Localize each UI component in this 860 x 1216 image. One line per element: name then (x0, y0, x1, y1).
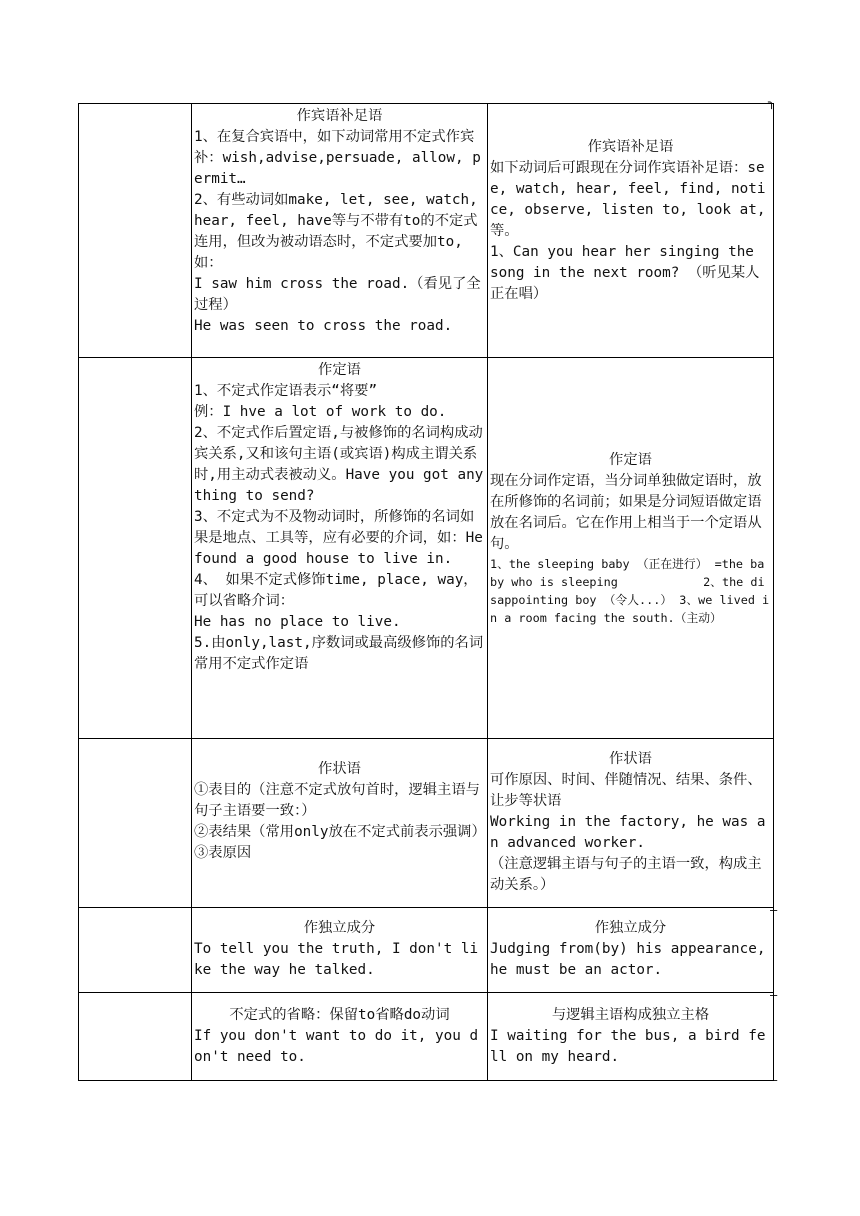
cell-text: 例：I hve a lot of work to do. (194, 404, 447, 420)
cell-text: 1、在复合宾语中，如下动词常用不定式作宾补：wish,advise,persuade, allow, permit… (194, 129, 481, 187)
participle-cell (488, 104, 774, 358)
cell-title: 作独立成分 (594, 920, 667, 936)
cell-text: ②表结果（常用only放在不定式前表示强调） (194, 824, 486, 840)
infinitive-cell (192, 739, 488, 908)
margin-mark: — (484, 1073, 492, 1087)
cell-text: 4、 如果不定式修饰time, place, way，可以省略介词： (194, 572, 478, 609)
cell-text: I saw him cross the road.（看见了全过程） (194, 276, 481, 313)
margin-mark: — (770, 903, 778, 917)
margin-mark: — (770, 1073, 778, 1087)
cell-text: 1、不定式作定语表示“将要” (194, 383, 378, 399)
cell-text: 2、有些动词如make, let, see, watch, hear, feel, have等与不带有to的不定式连用，但改为被动语态时，不定式要加to, 如： (194, 192, 487, 271)
cell-title: 作定语 (609, 452, 652, 468)
cell-text: I waiting for the bus, a bird fell on my heard. (490, 1028, 766, 1065)
participle-cell (488, 358, 774, 739)
row-label-cell (79, 993, 192, 1081)
cell-text: 可作原因、时间、伴随情况、结果、条件、让步等状语 (490, 772, 762, 809)
cell-example-text: 1、the sleeping baby （正在进行） =the baby who is sleeping 2、the disappointing boy （令人...） 3、we lived in a room facing the south.（主动） (490, 557, 770, 625)
infinitive-cell (192, 358, 492, 739)
table-row (79, 908, 774, 993)
cell-title: 不定式的省略：保留to省略do动词 (229, 1007, 450, 1023)
row-label-cell (79, 358, 192, 739)
cell-text: He has no place to live. (194, 614, 401, 630)
cell-text: 5.由only,last,序数词或最高级修饰的名词常用不定式作定语 (194, 635, 484, 672)
infinitive-cell (192, 104, 488, 358)
participle-cell (488, 908, 774, 993)
table-row (79, 358, 774, 739)
margin-mark: — (770, 988, 778, 1002)
row-label-cell (79, 739, 192, 908)
cell-text: Judging from(by) his appearance, he must be an actor. (490, 941, 775, 978)
cell-text: To tell you the truth, I don't like the way he talked. (194, 941, 479, 978)
row-label-cell (79, 908, 192, 993)
cell-text: He was seen to cross the road. (194, 318, 453, 334)
cell-title: 作宾语补足语 (296, 108, 383, 124)
margin-mark: ╮ (768, 95, 776, 109)
table-row (79, 104, 774, 358)
cell-title: 作状语 (318, 761, 361, 777)
cell-title: 与逻辑主语构成独立主格 (551, 1007, 710, 1023)
infinitive-cell (192, 993, 488, 1081)
cell-title: 作独立成分 (303, 920, 376, 936)
cell-title: 作定语 (318, 362, 361, 378)
cell-text: （注意逻辑主语与句子的主语一致，构成主动关系。） (490, 856, 762, 893)
cell-text: 1、Can you hear her singing the song in the next room? （听见某人正在唱） (490, 244, 763, 302)
cell-text: 2、不定式作后置定语,与被修饰的名词构成动宾关系,又和该句主语(或宾语)构成主谓关系时,用主动式表被动义。Have you got anything to send? (194, 425, 484, 504)
cell-text: ①表目的（注意不定式放句首时，逻辑主语与句子主语要一致：） (194, 782, 480, 819)
cell-title: 作状语 (609, 751, 652, 767)
infinitive-cell (192, 908, 488, 993)
table-row (79, 739, 774, 908)
cell-text: 现在分词作定语，当分词单独做定语时，放在所修饰的名词前；如果是分词短语做定语放在名词后。它在作用上相当于一个定语从句。 (490, 473, 762, 552)
cell-text: If you don't want to do it, you don't need to. (194, 1028, 479, 1065)
cell-text: 如下动词后可跟现在分词作宾语补足语：see, watch, hear, feel, find, notice, observe, listen to, look at,等。 (490, 160, 766, 239)
cell-title: 作宾语补足语 (587, 139, 674, 155)
cell-text: 3、不定式为不及物动词时，所修饰的名词如果是地点、工具等，应有必要的介词，如：He found a good house to live in. (194, 509, 492, 567)
participle-cell (488, 739, 774, 908)
participle-cell (488, 993, 774, 1081)
grammar-table (78, 103, 774, 1081)
cell-text: ③表原因 (194, 845, 252, 861)
cell-text: Working in the factory, he was an advanced worker. (490, 814, 766, 851)
row-label-cell (79, 104, 192, 358)
table-row (79, 993, 774, 1081)
